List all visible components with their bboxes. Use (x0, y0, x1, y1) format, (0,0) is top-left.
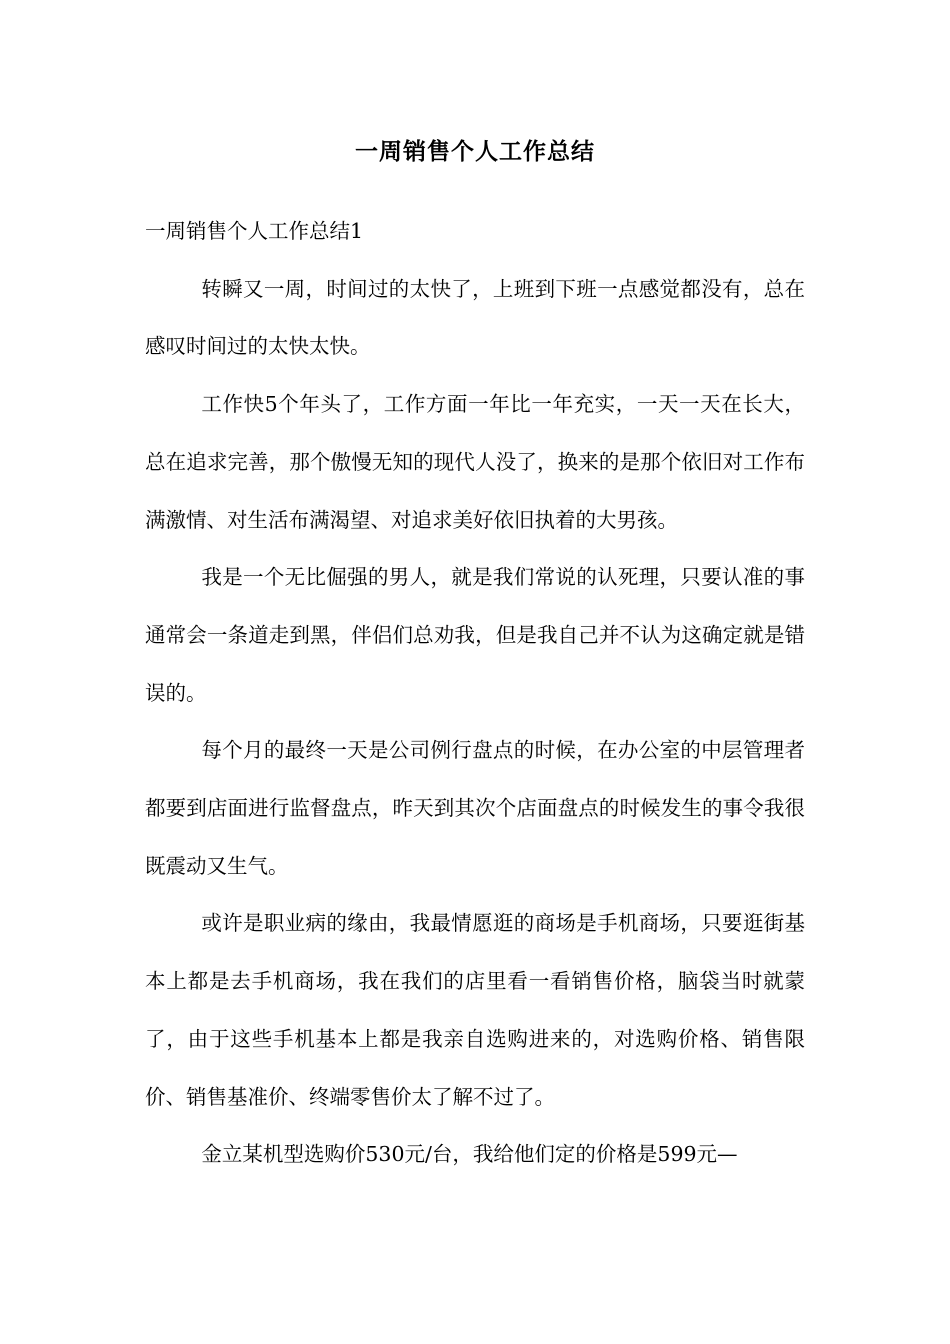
document-body (145, 203, 805, 1184)
paragraph: 我是一个无比倔强的男人，就是我们常说的认死理，只要认准的事通常会一条道走到黑，伴侣们总劝我，但是我自己并不认为这确定就是错误的。 (145, 565, 805, 705)
paragraph: 转瞬又一周，时间过的太快了，上班到下班一点感觉都没有，总在感叹时间过的太快太快。 (145, 276, 805, 359)
paragraph: 或许是职业病的缘由，我最情愿逛的商场是手机商场，只要逛街基本上都是去手机商场，我在我们的店里看一看销售价格，脑袋当时就蒙了，由于这些手机基本上都是我亲自选购进来的，对选购价格、销售限价、销售基准价、终端零售价太了解不过了。 (145, 911, 805, 1109)
document-title: 一周销售个人工作总结 (355, 139, 595, 165)
paragraph: 工作快5个年头了，工作方面一年比一年充实，一天一天在长大，总在追求完善，那个傲慢无知的现代人没了，换来的是那个依旧对工作布满激情、对生活布满渴望、对追求美好依旧执着的大男孩。 (145, 392, 805, 532)
paragraph: 每个月的最终一天是公司例行盘点的时候，在办公室的中层管理者都要到店面进行监督盘点，昨天到其次个店面盘点的时候发生的事令我很既震动又生气。 (145, 738, 805, 878)
section-heading: 一周销售个人工作总结1 (145, 219, 364, 243)
paragraph: 金立某机型选购价530元/台，我给他们定的价格是599元— (201, 1142, 738, 1167)
